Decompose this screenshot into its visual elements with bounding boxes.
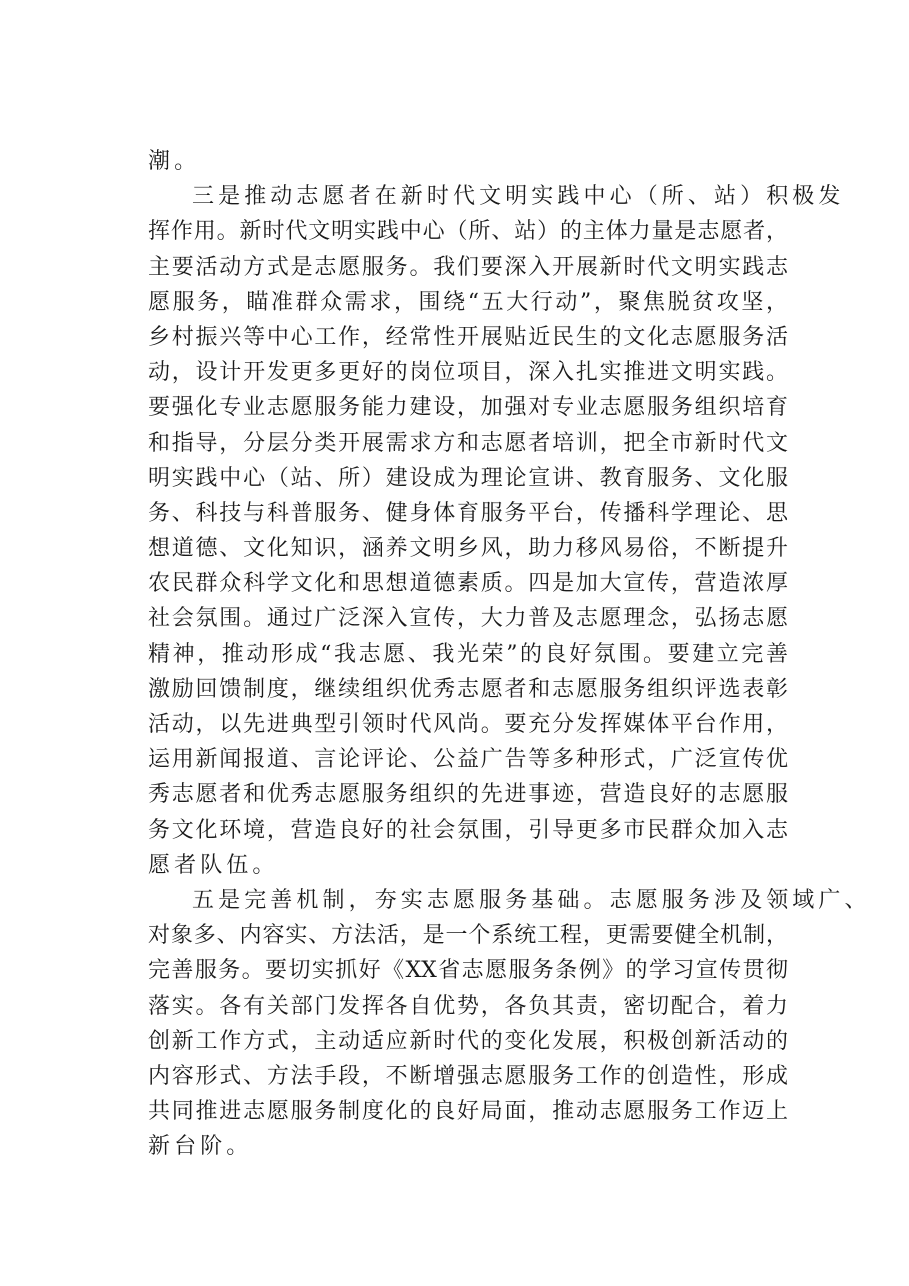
text-line: 落实。各有关部门发挥各自优势，各负其责，密切配合，着力	[148, 993, 788, 1019]
text-line: 务文化环境，营造良好的社会氛围，引导更多市民群众加入志	[148, 817, 788, 843]
text-line: 乡村振兴等中心工作，经常性开展贴近民生的文化志愿服务活	[148, 324, 788, 350]
text-line: 社会氛围。通过广泛深入宣传，大力普及志愿理念，弘扬志愿	[148, 606, 788, 632]
text-line: 完善服务。要切实抓好《XX省志愿服务条例》的学习宣传贯彻	[148, 958, 788, 984]
text-line: 和指导，分层分类开展需求方和志愿者培训，把全市新时代文	[148, 430, 788, 456]
text-line: 愿者队伍。	[148, 852, 279, 878]
paragraph-first-line: 五是完善机制，夯实志愿服务基础。志愿服务涉及领域广、	[192, 887, 871, 913]
text-line: 运用新闻报道、言论评论、公益广告等多种形式，广泛宣传优	[148, 747, 788, 773]
text-line: 激励回馈制度，继续组织优秀志愿者和志愿服务组织评选表彰	[148, 676, 788, 702]
text-line: 挥作用。新时代文明实践中心（所、站）的主体力量是志愿者，	[148, 219, 788, 245]
text-line: 想道德、文化知识，涵养文明乡风，助力移风易俗，不断提升	[148, 536, 788, 562]
text-line: 活动，以先进典型引领时代风尚。要充分发挥媒体平台作用，	[148, 712, 788, 737]
text-line: 潮。	[148, 149, 201, 174]
text-line: 内容形式、方法手段，不断增强志愿服务工作的创造性，形成	[148, 1063, 788, 1089]
text-line: 愿服务，瞄准群众需求，围绕“五大行动”，聚焦脱贫攻坚，	[148, 289, 788, 315]
text-line: 农民群众科学文化和思想道德素质。四是加大宣传，营造浓厚	[148, 571, 788, 597]
text-line: 秀志愿者和优秀志愿服务组织的先进事迹，营造良好的志愿服	[148, 782, 788, 808]
text-line: 创新工作方式，主动适应新时代的变化发展，积极创新活动的	[148, 1028, 788, 1054]
text-line: 对象多、内容实、方法活，是一个系统工程，更需要健全机制，	[148, 923, 788, 949]
paragraph-first-line: 三是推动志愿者在新时代文明实践中心（所、站）积极发	[192, 184, 845, 210]
text-line: 精神，推动形成“我志愿、我光荣”的良好氛围。要建立完善	[148, 641, 788, 667]
text-line: 要强化专业志愿服务能力建设，加强对专业志愿服务组织培育	[148, 395, 788, 421]
text-line: 明实践中心（站、所）建设成为理论宣讲、教育服务、文化服	[148, 465, 788, 491]
text-line: 新台阶。	[148, 1134, 253, 1160]
text-line: 主要活动方式是志愿服务。我们要深入开展新时代文明实践志	[148, 254, 788, 280]
text-line: 共同推进志愿服务制度化的良好局面，推动志愿服务工作迈上	[148, 1099, 788, 1125]
text-line: 动，设计开发更多更好的岗位项目，深入扎实推进文明实践。	[148, 360, 788, 386]
document-page	[148, 144, 871, 1164]
text-line: 务、科技与科普服务、健身体育服务平台，传播科学理论、思	[148, 500, 788, 526]
